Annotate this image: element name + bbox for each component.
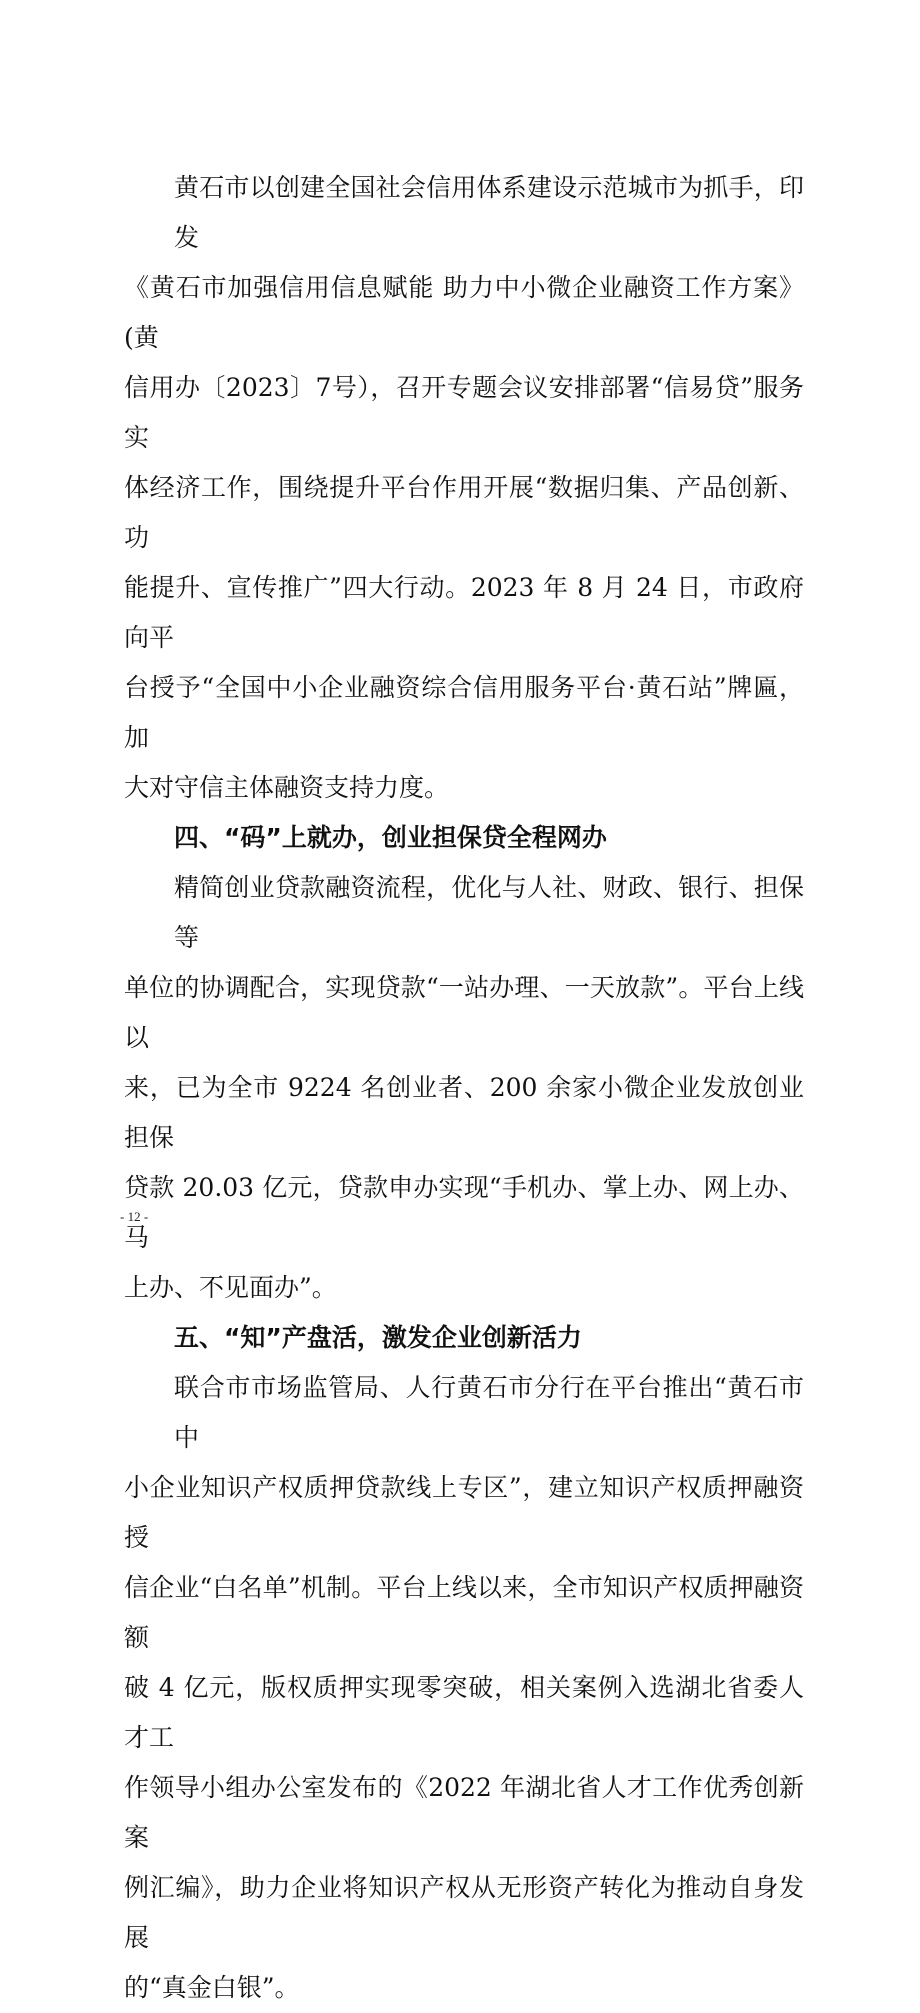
paragraph-2: [124, 863, 804, 1313]
paragraph-line: 能提升、宣传推广”四大行动。2023 年 8 月 24 日，市政府向平: [124, 573, 804, 652]
paragraph-line: 例汇编》，助力企业将知识产权从无形资产转化为推动自身发展: [124, 1873, 804, 1952]
paragraph-line: 黄石市以创建全国社会信用体系建设示范城市为抓手，印发: [174, 173, 804, 252]
paragraph-line: 贷款 20.03 亿元，贷款申办实现“手机办、掌上办、网上办、马: [124, 1173, 804, 1252]
paragraph-line: 大对守信主体融资支持力度。: [124, 773, 450, 802]
paragraph-line: 精简创业贷款融资流程，优化与人社、财政、银行、担保等: [174, 873, 804, 952]
paragraph-line: 《黄石市加强信用信息赋能 助力中小微企业融资工作方案》(黄: [124, 273, 804, 352]
paragraph-line: 破 4 亿元，版权质押实现零突破，相关案例入选湖北省委人才工: [124, 1673, 804, 1752]
heading-text: 五、“知”产盘活，激发企业创新活力: [174, 1323, 582, 1352]
paragraph-3: [124, 1363, 804, 2013]
paragraph-line: 单位的协调配合，实现贷款“一站办理、一天放款”。平台上线以: [124, 973, 804, 1052]
paragraph-line: 的“真金白银”。: [124, 1973, 300, 2002]
paragraph-line: 体经济工作，围绕提升平台作用开展“数据归集、产品创新、功: [124, 473, 804, 552]
document-body: [124, 163, 804, 2013]
paragraph-line: 上办、不见面办”。: [124, 1273, 337, 1302]
paragraph-line: 信企业“白名单”机制。平台上线以来，全市知识产权质押融资额: [124, 1573, 804, 1652]
paragraph-line: 联合市市场监管局、人行黄石市分行在平台推出“黄石市中: [174, 1373, 804, 1452]
section-heading-4: [124, 813, 804, 863]
paragraph-line: 来，已为全市 9224 名创业者、200 余家小微企业发放创业担保: [124, 1073, 804, 1152]
paragraph-line: 作领导小组办公室发布的《2022 年湖北省人才工作优秀创新案: [124, 1773, 804, 1852]
section-heading-5: [124, 1313, 804, 1363]
paragraph-line: 台授予“全国中小企业融资综合信用服务平台·黄石站”牌匾，加: [124, 673, 804, 752]
paragraph-1: [124, 163, 804, 813]
heading-text: 四、“码”上就办，创业担保贷全程网办: [174, 823, 607, 852]
paragraph-line: 信用办〔2023〕7号），召开专题会议安排部署“信易贷”服务实: [124, 373, 804, 452]
page-number: - 12 -: [120, 1209, 149, 1224]
paragraph-line: 小企业知识产权质押贷款线上专区”，建立知识产权质押融资授: [124, 1473, 804, 1552]
